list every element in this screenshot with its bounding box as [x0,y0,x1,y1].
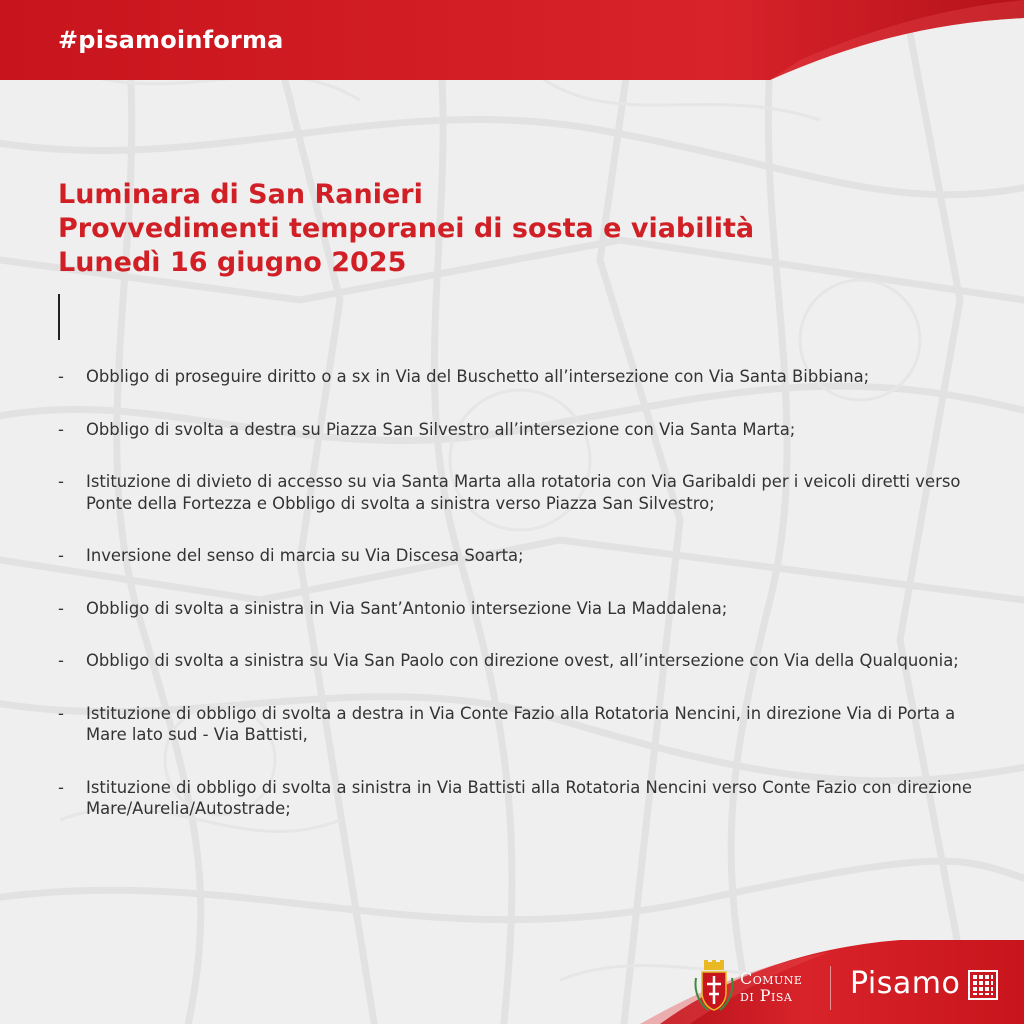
list-item-text: Istituzione di obbligo di svolta a sinistra in Via Battisti alla Rotatoria Nencini verso Conte Fazio con direzione Mare/Aurelia/Autostrade; [86,777,972,818]
list-marker: - [58,546,64,565]
provisions-list [58,366,978,851]
text-cursor-bar [58,294,60,340]
list-marker: - [58,777,64,797]
list-item [58,471,978,514]
list-item-text: Obbligo di proseguire diritto o a sx in Via del Buschetto all’intersezione con Via Santa Bibbiana; [86,367,870,386]
list-item-text: Obbligo di svolta a sinistra in Via Sant’Antonio intersezione Via La Maddalena; [86,598,728,618]
list-item [58,366,978,388]
list-marker: - [58,703,64,723]
list-item-text: Istituzione di obbligo di svolta a destra in Via Conte Fazio alla Rotatoria Nencini, in direzione Via di Porta a Mare lato sud - Via Battisti, [86,703,956,744]
list-item [58,598,978,620]
title-line-event: Luminara di San Ranieri [58,179,423,210]
list-item [58,545,978,567]
list-item [58,419,978,441]
title-line-subject: Provvedimenti temporanei di sosta e viabilità [58,213,755,244]
list-item [58,777,978,820]
list-item-text: Inversione del senso di marcia su Via Discesa Soarta; [86,546,524,565]
list-item-text: Obbligo di svolta a sinistra su Via San Paolo con direzione ovest, all’intersezione con Via della Qualquonia; [86,651,959,670]
pisamo-grid-icon [968,970,998,1000]
list-item-text: Obbligo di svolta a destra su Piazza San Silvestro all’intersezione con Via Santa Marta; [86,419,796,439]
list-item-text: Istituzione di divieto di accesso su via Santa Marta alla rotatoria con Via Garibaldi per i veicoli diretti verso Ponte della Fortezza e Obbligo di svolta a sinistra verso Piazza San Silvestro; [86,472,961,513]
page-title [58,178,958,280]
list-item [58,650,978,672]
list-marker: - [58,367,64,386]
title-line-date: Lunedì 16 giugno 2025 [58,247,407,278]
list-marker: - [58,651,64,670]
pisa-crest-icon [694,960,734,1012]
list-marker: - [58,598,64,618]
hashtag-label: #pisamoinforma [58,26,284,54]
pisamo-brand: Pisamo [850,966,961,1001]
comune-line-1: Comune [740,969,803,988]
list-marker: - [58,419,64,439]
list-marker: - [58,472,64,491]
comune-line-2: di Pisa [740,986,793,1005]
comune-di-pisa-wordmark [740,970,802,1004]
list-item [58,703,978,746]
footer-divider [830,966,831,1010]
